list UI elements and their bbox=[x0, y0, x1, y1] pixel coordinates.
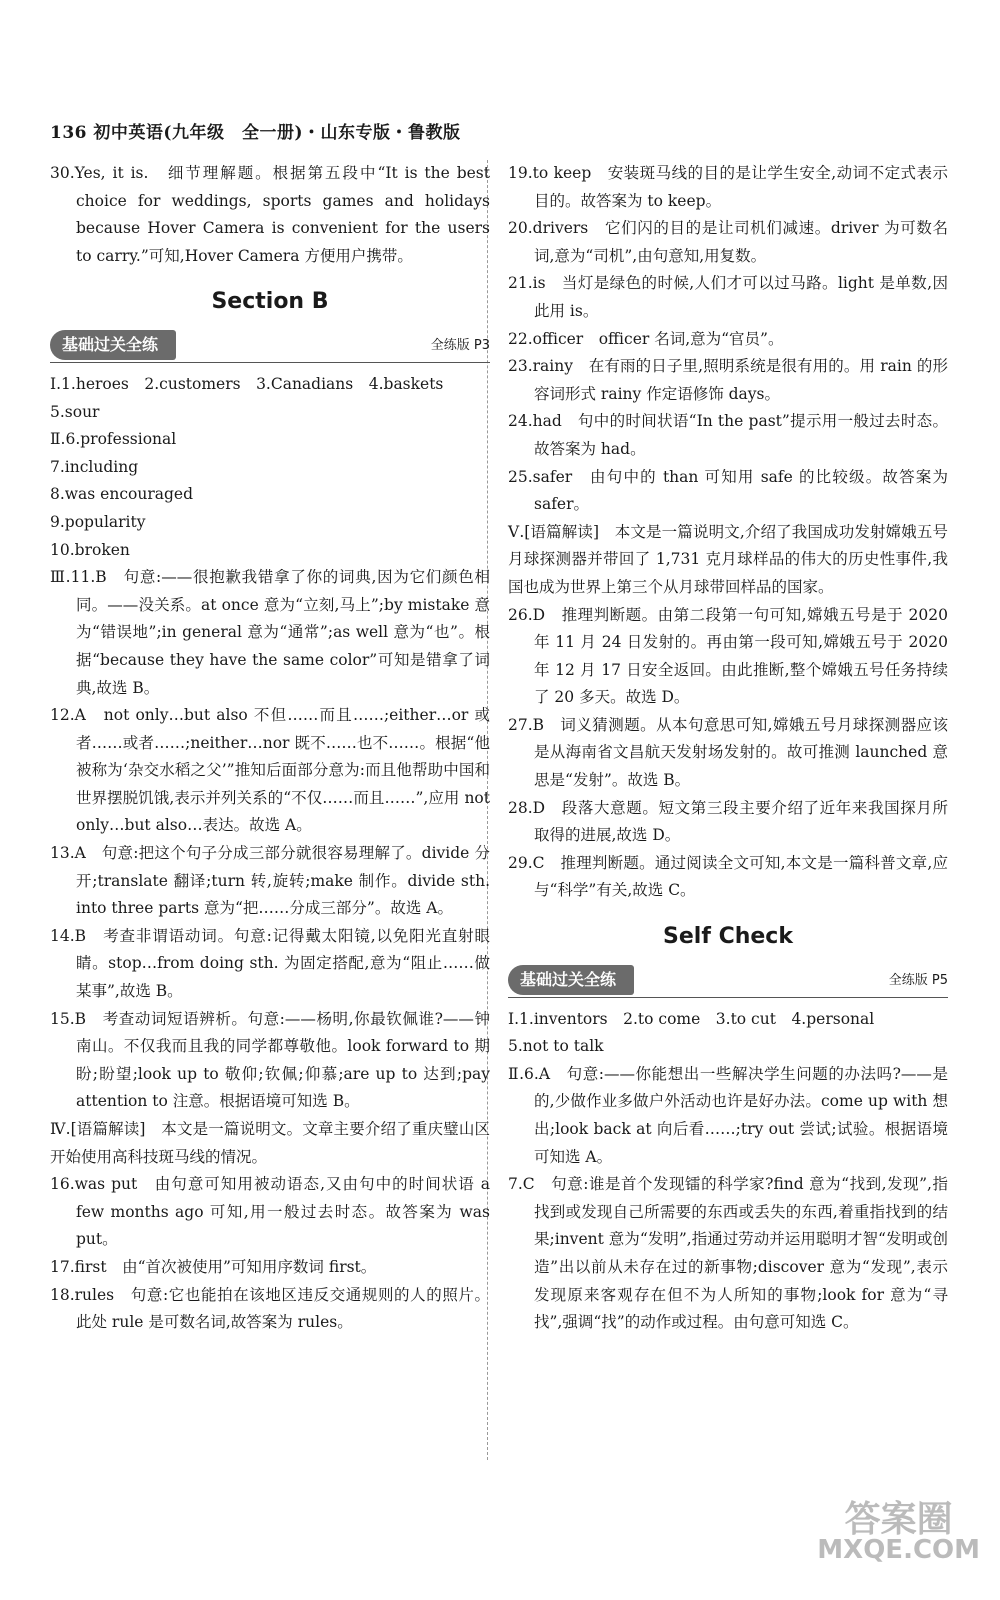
left-column bbox=[50, 160, 490, 1337]
answer-line: Ⅰ.1.heroes 2.customers 3.Canadians 4.baskets bbox=[50, 374, 444, 393]
answer-item: 21.is 当灯是绿色的时候,人们才可以过马路。light 是单数,因此用 is。 bbox=[508, 274, 948, 320]
answer-item: 26.D 推理判断题。由第二段第一句可知,嫦娥五号是于 2020 年 11 月 24 日发射的。再由第一段可知,嫦娥五号于 2020 年 12 月 17 日安全返回。由此推断,整个嫦娥五号任务持续了 20 多天。故选 D。 bbox=[508, 605, 948, 707]
practice-banner bbox=[508, 965, 948, 998]
answer-item: 13.A 句意:把这个句子分成三部分就很容易理解了。divide 分开;translate 翻译;turn 转,旋转;make 制作。divide sth. into three parts 意为“把……分成三部分”。故选 A。 bbox=[50, 844, 490, 918]
answer-line: 10.broken bbox=[50, 540, 130, 559]
page-header: 136 初中英语(九年级 全一册)・山东专版・鲁教版 bbox=[50, 123, 461, 143]
answer-item: Ⅱ.6.A 句意:——你能想出一些解决学生问题的办法吗?——是的,少做作业多做户外活动也许是好办法。come up with 想出;look back at 向后看……;try out 尝试;试验。根据语境可知选 A。 bbox=[508, 1064, 948, 1166]
watermark-bottom: MXQE.COM bbox=[817, 1535, 980, 1565]
answer-item: 29.C 推理判断题。通过阅读全文可知,本文是一篇科普文章,应与“科学”有关,故选 C。 bbox=[508, 853, 948, 900]
answer-item: 20.drivers 它们闪的目的是让司机们减速。driver 为可数名词,意为“司机”,由句意知,用复数。 bbox=[508, 219, 948, 265]
answer-line: 5.not to talk bbox=[508, 1037, 604, 1056]
answer-item: 23.rainy 在有雨的日子里,照明系统是很有用的。用 rain 的形容词形式 rainy 作定语修饰 days。 bbox=[508, 357, 948, 403]
answer-item: 18.rules 句意:它也能拍在该地区违反交通规则的人的照片。此处 rule 是可数名词,故答案为 rules。 bbox=[50, 1285, 490, 1332]
answer-item: 22.officer officer 名词,意为“官员”。 bbox=[508, 329, 784, 348]
answer-item: 25.safer 由句中的 than 可知用 safe 的比较级。故答案为 safer。 bbox=[508, 467, 948, 514]
answer-item-30: 30.Yes, it is. 细节理解题。根据第五段中“It is the best choice for weddings, sports games and holidays because Hover Camera is convenient for the users to carry.”可知,Hover Camera 方便用户携带。 bbox=[50, 164, 490, 265]
answer-item: 19.to keep 安装斑马线的目的是让学生安全,动词不定式表示目的。故答案为 to keep。 bbox=[508, 164, 948, 210]
section-title: Self Check bbox=[663, 924, 793, 950]
answer-line: 9.popularity bbox=[50, 512, 146, 531]
passage-summary: Ⅴ.[语篇解读] 本文是一篇说明文,介绍了我国成功发射嫦娥五号月球探测器并带回了 1,731 克月球样品的伟大的历史性事件,我国也成为世界上第三个从月球带回样品的国家。 bbox=[508, 522, 948, 596]
right-column bbox=[508, 160, 948, 1337]
answer-item: 12.A not only…but also 不但……而且……;either…or 或者……或者……;neither…nor 既不……也不……。根据“他被称为‘杂交水稻之父’”推知后面部分意为:而且他帮助中国和世界摆脱饥饿,表示并列关系的“不仅……而且……”,应用 not only…but also…表达。故选 A。 bbox=[50, 706, 490, 835]
answer-line: 7.including bbox=[50, 457, 139, 476]
practice-banner bbox=[50, 330, 490, 363]
banner-label: 基础过关全练 bbox=[508, 965, 634, 995]
answer-item: 14.B 考查非谓语动词。句意:记得戴太阳镜,以免阳光直射眼睛。stop…from doing sth. 为固定搭配,意为“阻止……做某事”,故选 B。 bbox=[50, 926, 490, 1001]
section-title: Section B bbox=[211, 289, 329, 315]
banner-page-ref: 全练版 P3 bbox=[430, 338, 490, 354]
answer-item: 16.was put 由句意可知用被动语态,又由句中的时间状语 a few months ago 可知,用一般过去时态。故答案为 was put。 bbox=[50, 1175, 490, 1249]
watermark-top: 答案圈 bbox=[844, 1499, 953, 1540]
banner-label: 基础过关全练 bbox=[50, 330, 176, 360]
passage-summary: Ⅳ.[语篇解读] 本文是一篇说明文。文章主要介绍了重庆璧山区开始使用高科技斑马线的情况。 bbox=[50, 1120, 490, 1166]
answer-line: 5.sour bbox=[50, 402, 100, 421]
answer-line: 8.was encouraged bbox=[50, 485, 193, 504]
watermark-logo bbox=[817, 1499, 980, 1565]
answer-item: 28.D 段落大意题。短文第三段主要介绍了近年来我国探月所取得的进展,故选 D。 bbox=[508, 798, 948, 845]
answer-line: Ⅰ.1.inventors 2.to come 3.to cut 4.personal bbox=[508, 1009, 875, 1028]
answer-item: 27.B 词义猜测题。从本句意思可知,嫦娥五号月球探测器应该是从海南省文昌航天发射场发射的。故可推测 launched 意思是“发射”。故选 B。 bbox=[508, 715, 948, 790]
banner-page-ref: 全练版 P5 bbox=[888, 973, 948, 989]
answer-item: 24.had 句中的时间状语“In the past”提示用一般过去时态。故答案为 had。 bbox=[508, 412, 948, 458]
answer-item: 7.C 句意:谁是首个发现镭的科学家?find 意为“找到,发现”,指找到或发现自己所需要的东西或丢失的东西,着重指找到的结果;invent 意为“发明”,指通过劳动并运用聪明才智“发明或创造”出以前从未存在过的新事物;discover 意为“发现”,表示发现原来客观存在但不为人所知的事物;look for 意为“寻找”,强调“找”的动作或过程。由句意可知选 C。 bbox=[508, 1175, 948, 1332]
answer-item: 15.B 考查动词短语辨析。句意:——杨明,你最钦佩谁?——钟南山。不仅我而且我的同学都尊敬他。look forward to 期盼;盼望;look up to 敬仰;钦佩;仰慕;are up to 达到;pay attention to 注意。根据语境可知选 B。 bbox=[50, 1009, 490, 1111]
answer-item: Ⅲ.11.B 句意:——很抱歉我错拿了你的词典,因为它们颜色相同。——没关系。at once 意为“立刻,马上”;by mistake 意为“错误地”;in general 意为“通常”;as well 意为“也”。根据“because they have the same color”可知是错拿了词典,故选 B。 bbox=[50, 568, 490, 697]
answer-line: Ⅱ.6.professional bbox=[50, 430, 177, 449]
answer-item: 17.first 由“首次被使用”可知用序数词 first。 bbox=[50, 1257, 377, 1276]
